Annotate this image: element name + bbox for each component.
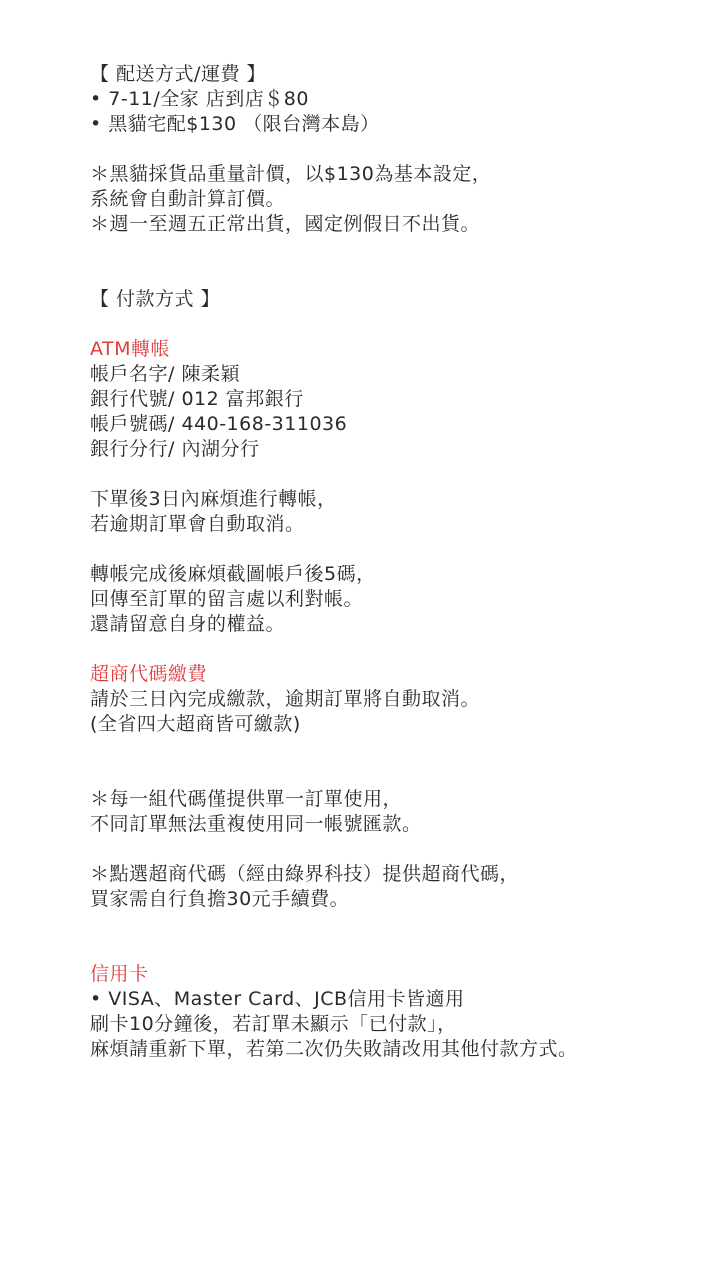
- cvs-note-no-reuse: 不同訂單無法重複使用同一帳號匯款。: [90, 813, 422, 835]
- credit-card-note-retry: 麻煩請重新下單，若第二次仍失敗請改用其他付款方式。: [90, 1038, 578, 1060]
- payment-shipping-info: [90, 62, 700, 1062]
- atm-branch: 銀行分行/ 內湖分行: [90, 438, 260, 460]
- cvs-note-single-use: ＊每一組代碼僅提供單一訂單使用，: [90, 788, 403, 810]
- shipping-note-schedule: ＊週一至週五正常出貨，國定例假日不出貨。: [90, 213, 481, 235]
- credit-card-note-status: 刷卡10分鐘後，若訂單未顯示「已付款」，: [90, 1013, 457, 1035]
- shipping-note-auto: 系統會自動計算訂價。: [90, 188, 286, 210]
- shipping-heading: 【 配送方式/運費 】: [90, 63, 266, 85]
- spacer: [90, 137, 700, 162]
- cvs-note-fee: 買家需自行負擔30元手續費。: [90, 888, 350, 910]
- spacer: [90, 737, 700, 787]
- spacer: [90, 837, 700, 862]
- shipping-note-weight: ＊黑貓採貨品重量計價，以$130為基本設定，: [90, 163, 492, 185]
- cvs-title: 超商代碼繳費: [90, 663, 208, 685]
- shipping-option-711: • 7-11/全家 店到店＄80: [90, 88, 309, 110]
- cvs-note-ecpay: ＊點選超商代碼（經由綠界科技）提供超商代碼，: [90, 863, 520, 885]
- credit-card-title: 信用卡: [90, 963, 149, 985]
- atm-note-screenshot: 轉帳完成後麻煩截圖帳戶後5碼，: [90, 563, 376, 585]
- spacer: [90, 637, 700, 662]
- atm-note-deadline: 下單後3日內麻煩進行轉帳，: [90, 488, 337, 510]
- atm-account-number: 帳戶號碼/ 440-168-311036: [90, 413, 348, 435]
- atm-bank-code: 銀行代號/ 012 富邦銀行: [90, 388, 304, 410]
- payment-heading: 【 付款方式 】: [90, 288, 221, 310]
- spacer: [90, 912, 700, 962]
- atm-account-name: 帳戶名字/ 陳柔穎: [90, 363, 240, 385]
- atm-note-rights: 還請留意自身的權益。: [90, 613, 286, 635]
- spacer: [90, 462, 700, 487]
- cvs-stores: (全省四大超商皆可繳款): [90, 713, 301, 735]
- atm-note-reply: 回傳至訂單的留言處以利對帳。: [90, 588, 364, 610]
- cvs-deadline: 請於三日內完成繳款，逾期訂單將自動取消。: [90, 688, 481, 710]
- atm-note-cancel: 若逾期訂單會自動取消。: [90, 513, 305, 535]
- credit-card-brands: • VISA、Master Card、JCB信用卡皆適用: [90, 988, 465, 1010]
- spacer: [90, 237, 700, 287]
- spacer: [90, 537, 700, 562]
- shipping-option-blackcat: • 黑貓宅配$130 （限台灣本島）: [90, 113, 380, 135]
- spacer: [90, 312, 700, 337]
- atm-title: ATM轉帳: [90, 338, 171, 360]
